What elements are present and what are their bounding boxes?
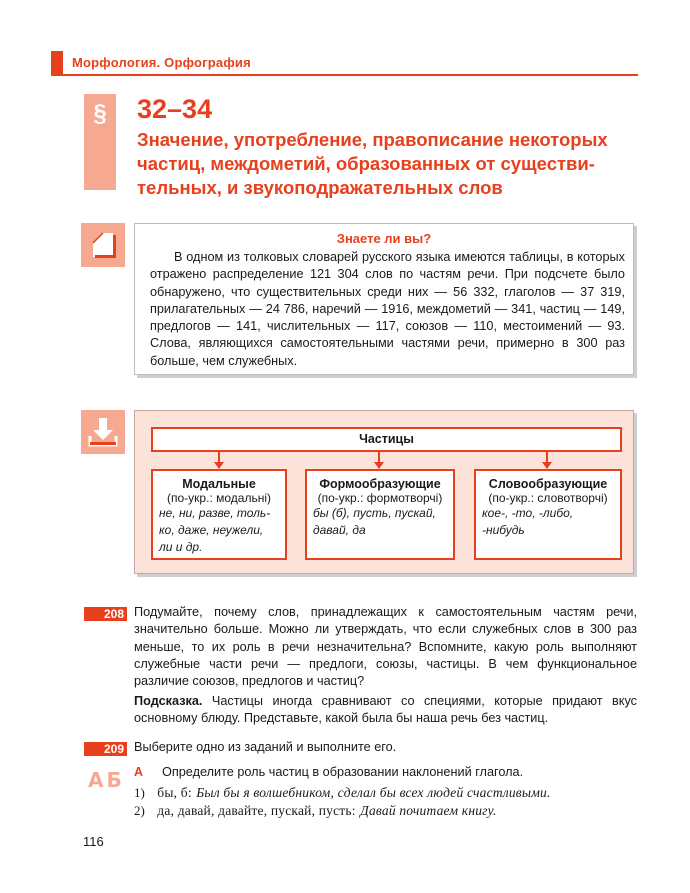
- box-ukrainian: (по-укр.: формотворчі): [317, 491, 443, 505]
- form-particles-box: [305, 469, 455, 560]
- scheme-root-label: Частицы: [359, 432, 414, 446]
- line-particles: да, давай, давайте, пускай, пусть:: [157, 803, 356, 818]
- line-example: Был бы я волшебником, сделал бы всех людей счастливыми.: [196, 785, 551, 800]
- arrow-down-icon: [374, 462, 384, 469]
- did-you-know-title: Знаете ли вы?: [336, 231, 432, 246]
- document-icon: [81, 223, 125, 267]
- title-line: Значение, употребление, правописание некоторых: [137, 129, 608, 150]
- box-title: Модальные: [182, 477, 256, 491]
- download-icon: [81, 410, 125, 454]
- box-ukrainian: (по-укр.: модальні): [167, 491, 271, 505]
- line-number: 1): [134, 785, 145, 800]
- line-example: Давай почитаем книгу.: [360, 803, 497, 818]
- arrow-down-icon: [214, 462, 224, 469]
- hint-text: Частицы иногда сравнивают со специями, которые придают вкус основному блюду. Представьте, какой была бы наша речь без частиц.: [134, 694, 637, 726]
- box-title: Словообразующие: [488, 477, 608, 491]
- arrow-down-icon: [542, 462, 552, 469]
- box-examples: не, ни, разве, толь-ко, даже, неужели, ли и др.: [159, 506, 271, 554]
- example-line: [134, 802, 644, 820]
- box-examples: бы (б), пусть, пускай, давай, да: [313, 506, 436, 537]
- exercise-number: 209: [84, 742, 127, 756]
- line-particles: бы, б:: [157, 785, 192, 800]
- paragraph-number: 32–34: [137, 94, 213, 124]
- task-letter: А: [134, 765, 144, 779]
- header-accent: [51, 51, 63, 75]
- page-number: 116: [83, 834, 104, 849]
- box-ukrainian: (по-укр.: словотворчі): [488, 491, 608, 505]
- page-title: [137, 128, 637, 200]
- exercise-text: Выберите одно из заданий и выполните его.: [134, 740, 397, 754]
- hint-label: Подсказка.: [134, 694, 203, 708]
- exercise-text: Подумайте, почему слов, принадлежащих к самостоятельным частям речи, значительно больше. Можно ли утверждать, что если служебных слов в 300 раз меньше, то их роль в речи незначительна? Вспомните, какую роль выполняют служебные части речи — предлоги, союзы, частицы. В чем функциональное различие союзов, предлогов и частиц?: [134, 605, 637, 689]
- title-line: тельных, и звукоподражательных слов: [137, 177, 503, 198]
- box-title: Формообразующие: [319, 477, 441, 491]
- alphabet-icon: А Б: [88, 768, 120, 792]
- section-title: Морфология. Орфография: [72, 55, 251, 70]
- line-number: 2): [134, 803, 145, 818]
- example-line: [134, 784, 644, 802]
- word-particles-box: [474, 469, 622, 560]
- did-you-know-text: В одном из толковых словарей русского языка имеются таблицы, в которых отражено распределение 121 304 слов по частям речи. При подсчете было обнаружено, что существительных среди них — 56 332, глаголов — 37 319, прилагательных — 24 786, наречий — 1916, междометий — 341, частиц — 149, предлогов — 141, числительных — 117, союзов — 110, местоимений — 93. Слова, являющихся самостоятельными частями речи, примерно в 300 раз больше, чем служебных.: [150, 250, 625, 368]
- paragraph-sign: §: [93, 100, 107, 127]
- exercise-number: 208: [84, 607, 127, 621]
- box-examples: кое-, -то, -либо, -нибудь: [482, 506, 574, 537]
- task-text: Определите роль частиц в образовании наклонений глагола.: [162, 765, 524, 779]
- title-line: частиц, междометий, образованных от существи-: [137, 153, 595, 174]
- hint: [134, 693, 637, 728]
- modal-particles-box: [151, 469, 287, 560]
- header-rule: [51, 74, 638, 76]
